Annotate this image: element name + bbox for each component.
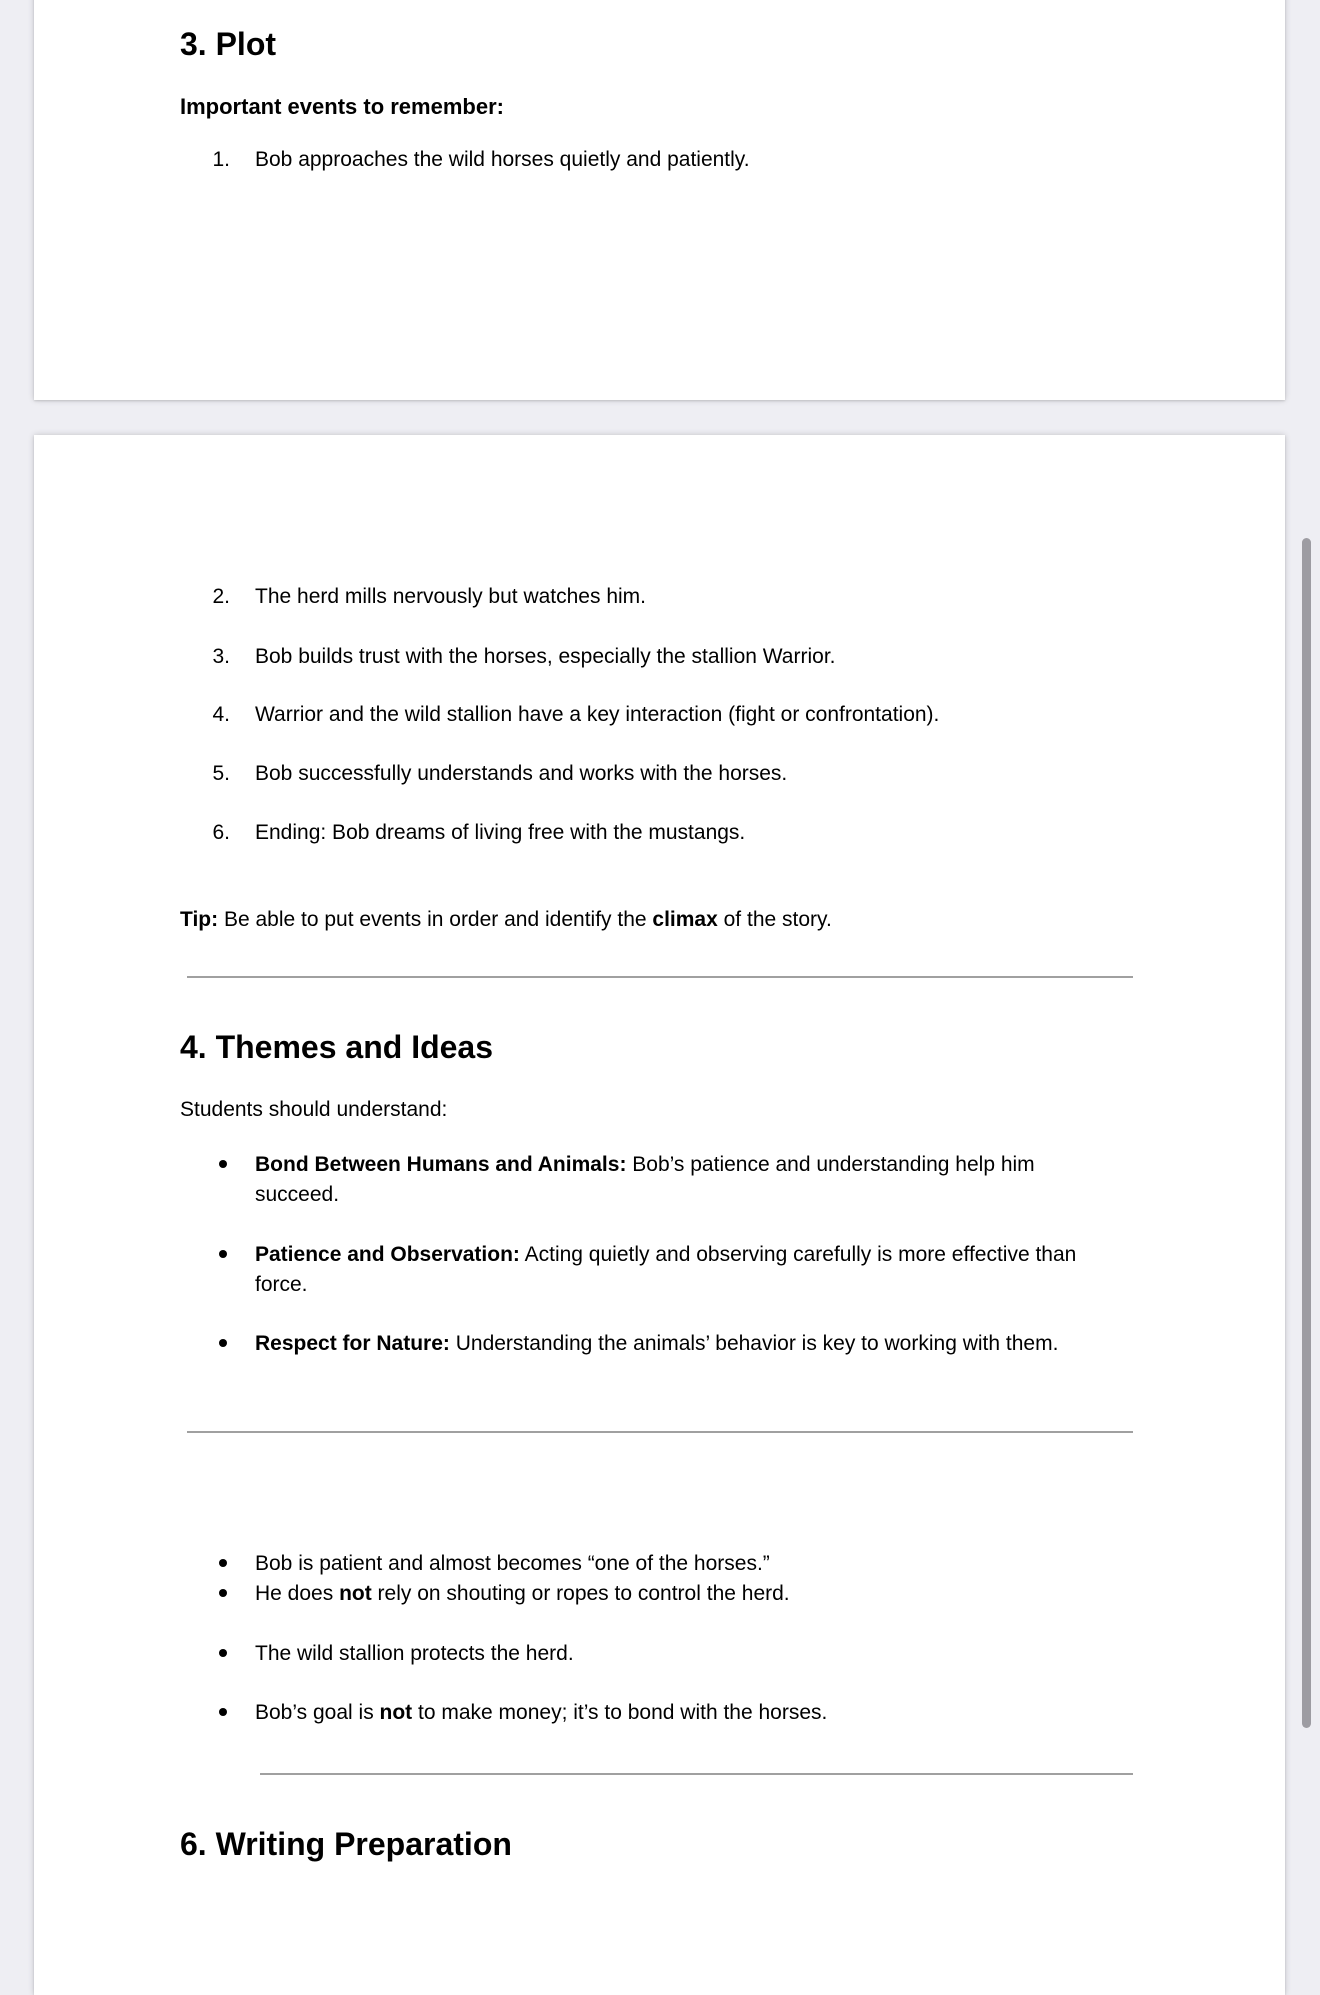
tip-label: Tip: — [180, 908, 219, 931]
list-number: 2. — [212, 585, 230, 608]
horizontal-divider — [260, 1773, 1133, 1775]
bullet-text: Patience and Observation: Acting quietly and observing carefully is more effective than — [255, 1243, 1077, 1266]
bullet-icon — [219, 1250, 227, 1258]
document-page-2 — [34, 435, 1285, 1995]
list-number: 4. — [212, 703, 230, 726]
bullet-text: He does not rely on shouting or ropes to control the herd. — [255, 1582, 790, 1605]
bullet-text: The wild stallion protects the herd. — [255, 1642, 574, 1665]
list-text: Warrior and the wild stallion have a key interaction (fight or confrontation). — [255, 703, 940, 726]
horizontal-divider — [187, 1431, 1133, 1433]
bullet-icon — [219, 1708, 227, 1716]
bullet-icon — [219, 1160, 227, 1168]
bullet-text-continued: succeed. — [255, 1183, 340, 1206]
section-4-heading: 4. Themes and Ideas — [180, 1029, 494, 1065]
bullet-icon — [219, 1339, 227, 1347]
events-label: Important events to remember: — [180, 94, 504, 119]
tip-text-end: of the story. — [717, 908, 832, 931]
list-text: Bob approaches the wild horses quietly and patiently. — [255, 148, 750, 171]
list-text: Bob successfully understands and works with the horses. — [255, 762, 788, 785]
tip-emphasis: climax — [652, 908, 718, 931]
tip-text: Be able to put events in order and identify the — [218, 908, 653, 931]
section-6-heading: 6. Writing Preparation — [180, 1826, 512, 1862]
list-number: 3. — [212, 645, 230, 668]
list-number: 6. — [212, 821, 230, 844]
horizontal-divider — [187, 976, 1133, 978]
vertical-scrollbar-thumb[interactable] — [1302, 538, 1311, 1728]
tip-paragraph — [180, 908, 832, 932]
bullet-text-continued: force. — [255, 1273, 308, 1296]
list-number: 1. — [212, 148, 230, 171]
bullet-text: Respect for Nature: Understanding the animals’ behavior is key to working with them. — [255, 1332, 1059, 1355]
bullet-icon — [219, 1559, 227, 1567]
bullet-text: Bob is patient and almost becomes “one of the horses.” — [255, 1552, 770, 1575]
bullet-text: Bob’s goal is not to make money; it’s to bond with the horses. — [255, 1701, 828, 1724]
list-number: 5. — [212, 762, 230, 785]
bullet-text: Bond Between Humans and Animals: Bob’s patience and understanding help him — [255, 1153, 1035, 1176]
bullet-icon — [219, 1589, 227, 1597]
section-4-intro: Students should understand: — [180, 1098, 448, 1121]
list-text: Bob builds trust with the horses, especially the stallion Warrior. — [255, 645, 836, 668]
document-page-1 — [34, 0, 1285, 400]
bullet-icon — [219, 1649, 227, 1657]
list-text: Ending: Bob dreams of living free with the mustangs. — [255, 821, 746, 844]
section-3-heading: 3. Plot — [180, 26, 277, 62]
list-text: The herd mills nervously but watches him. — [255, 585, 646, 608]
